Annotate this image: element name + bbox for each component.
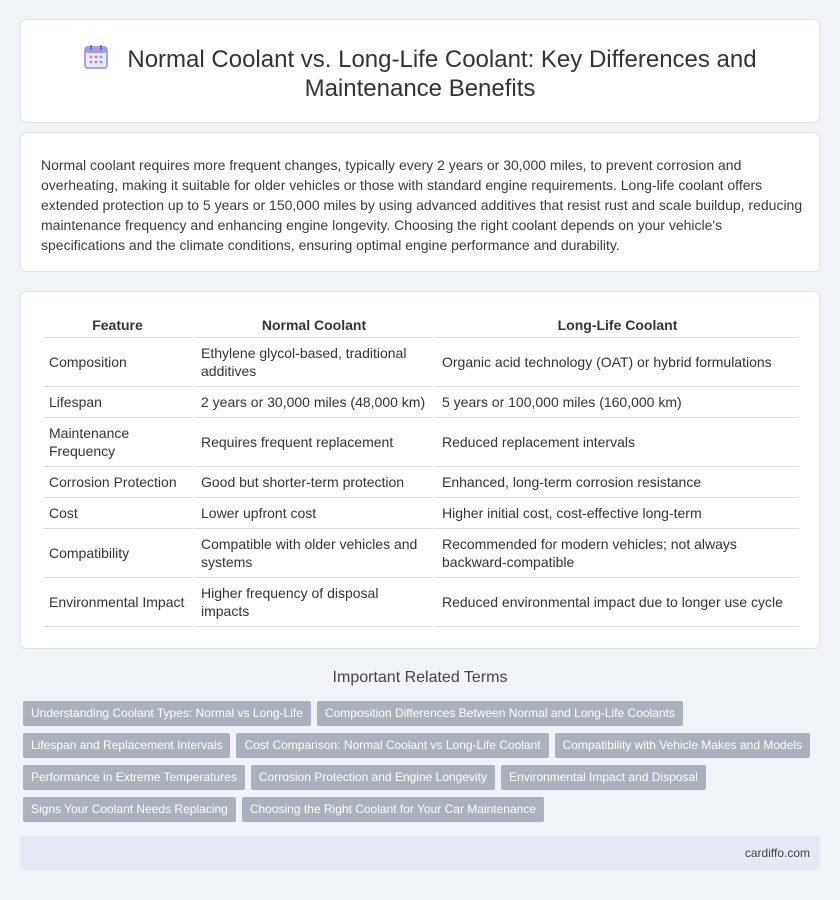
table-header-row [43,312,799,338]
title-card [20,19,820,123]
related-term-tag[interactable]: Signs Your Coolant Needs Replacing [23,797,236,822]
related-terms-title: Important Related Terms [332,669,508,686]
long-life-cell: Higher initial cost, cost-effective long-term [433,498,799,529]
normal-cell: Good but shorter-term protection [192,467,433,498]
feature-cell: Environmental Impact [43,578,192,627]
feature-cell: Cost [43,498,192,529]
normal-cell: Compatible with older vehicles and systems [192,529,433,578]
long-life-cell: 5 years or 100,000 miles (160,000 km) [433,387,799,418]
table-row [43,467,799,498]
footer [20,836,820,870]
normal-cell: 2 years or 30,000 miles (48,000 km) [192,387,433,418]
related-term-tag[interactable]: Composition Differences Between Normal and Long-Life Coolants [317,701,683,726]
header-normal-coolant: Normal Coolant [192,312,433,338]
feature-cell: Compatibility [43,529,192,578]
table-row [43,338,799,387]
long-life-cell: Organic acid technology (OAT) or hybrid formulations [433,338,799,387]
feature-cell: Corrosion Protection [43,467,192,498]
page-title: Normal Coolant vs. Long-Life Coolant: Key Differences and Maintenance Benefits [127,46,757,102]
long-life-cell: Reduced environmental impact due to longer use cycle [433,578,799,627]
normal-cell: Requires frequent replacement [192,418,433,467]
long-life-cell: Recommended for modern vehicles; not always backward-compatible [433,529,799,578]
intro-card [20,132,820,272]
table-row [43,418,799,467]
table-row [43,387,799,418]
related-term-tag[interactable]: Cost Comparison: Normal Coolant vs Long-Life Coolant [236,733,548,758]
header-long-life-coolant: Long-Life Coolant [433,312,799,338]
page-title-wrap [21,44,819,103]
comparison-table [43,312,799,627]
calendar-icon [83,44,109,70]
feature-cell: Maintenance Frequency [43,418,192,467]
related-term-tag[interactable]: Lifespan and Replacement Intervals [23,733,230,758]
comparison-card [20,291,820,649]
related-term-tag[interactable]: Corrosion Protection and Engine Longevity [251,765,495,790]
long-life-cell: Reduced replacement intervals [433,418,799,467]
normal-cell: Higher frequency of disposal impacts [192,578,433,627]
header-feature: Feature [43,312,192,338]
long-life-cell: Enhanced, long-term corrosion resistance [433,467,799,498]
feature-cell: Composition [43,338,192,387]
table-row [43,498,799,529]
normal-cell: Ethylene glycol-based, traditional additives [192,338,433,387]
table-row [43,578,799,627]
footer-site-link[interactable]: cardiffo.com [744,846,810,860]
normal-cell: Lower upfront cost [192,498,433,529]
table-row [43,529,799,578]
related-term-tag[interactable]: Environmental Impact and Disposal [501,765,706,790]
feature-cell: Lifespan [43,387,192,418]
intro-paragraph: Normal coolant requires more frequent changes, typically every 2 years or 30,000 miles, to prevent corrosion and overheating, making it suitable for older vehicles or those with standard engine requirements. Long-life coolant offers extended protection up to 5 years or 150,000 miles by using advanced additives that resist rust and scale buildup, reducing maintenance frequency and enhancing engine longevity. Choosing the right coolant depends on your vehicle's specifications and the climate conditions, ensuring optimal engine performance and durability. [41,157,803,253]
related-term-tag[interactable]: Compatibility with Vehicle Makes and Models [555,733,810,758]
related-term-tag[interactable]: Understanding Coolant Types: Normal vs Long-Life [23,701,311,726]
related-term-tag[interactable]: Choosing the Right Coolant for Your Car Maintenance [242,797,544,822]
related-term-tag[interactable]: Performance in Extreme Temperatures [23,765,245,790]
related-terms-list [23,701,823,829]
